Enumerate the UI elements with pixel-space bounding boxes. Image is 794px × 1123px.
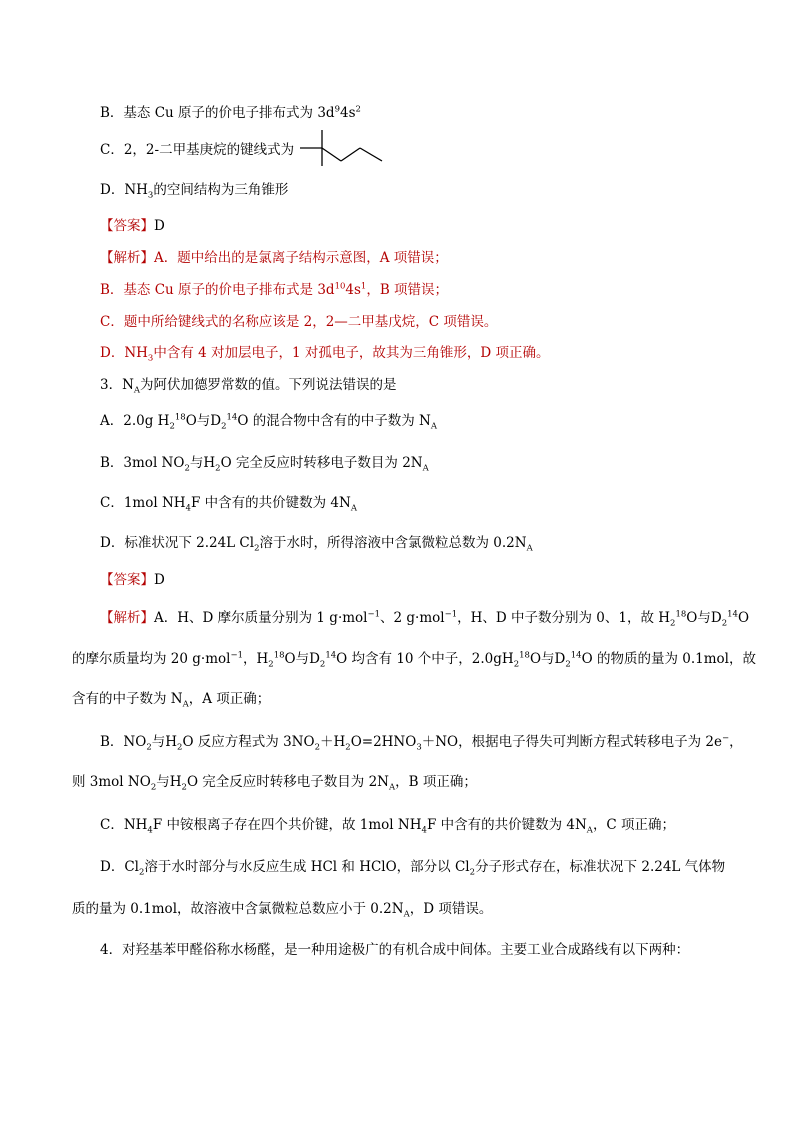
skeletal-formula-image xyxy=(296,128,386,168)
q3-stem: 3．$N_A$为阿伏加德罗常数的值。下列说法错误的是 xyxy=(100,377,397,396)
q3-analysis-d-line1: D．$Cl_2$溶于水时部分与水反应生成 HCl 和 HClO，部分以 $Cl_2$分子形式存在，标准状况下 2.24L 气体物 xyxy=(100,859,726,878)
q3-analysis-b-line2: 则 3mol $NO_2$与$H_2O$ 完全反应时转移电子数目为 $2N_A$，B 项正确； xyxy=(72,774,477,793)
q3-analysis-c: C．$NH_4F$ 中铵根离子存在四个共价键，故 1mol $NH_4F$ 中含有的共价键数为 $4N_A$，C 项正确； xyxy=(100,817,676,836)
q3-analysis-b-line1: B．$NO_2$与$H_2O$ 反应方程式为 $3NO_2+H_2O=2HNO_3+NO$，根据电子得失可判断方程式转移电子为 2e−， xyxy=(100,733,743,753)
q2-option-c: C．2，2-二甲基庚烷的键线式为 xyxy=(100,142,295,158)
q2-option-d: D．$NH_3$的空间结构为三角锥形 xyxy=(100,182,289,201)
q3-answer: 【答案】D xyxy=(100,572,165,588)
q3-option-c: C．1mol $NH_4F$ 中含有的共价键数为 $4N_A$ xyxy=(100,495,357,514)
q3-analysis-d-line2: 质的量为 0.1mol，故溶液中含氯微粒总数应小于 $0.2N_A$，D 项错误。 xyxy=(72,901,493,920)
q3-option-b: B．3mol $NO_2$与$H_2O$ 完全反应时转移电子数目为 $2N_A$ xyxy=(100,455,429,474)
q3-option-d: D．标准状况下 2.24L $Cl_2$溶于水时，所得溶液中含氯微粒总数为 $0.2N_A$ xyxy=(100,535,533,554)
q2-analysis-a: 【解析】A．题中给出的是氯离子结构示意图，A 项错误； xyxy=(100,250,448,266)
q2-answer: 【答案】D xyxy=(100,218,165,234)
q2-analysis-c: C．题中所给键线式的名称应该是 2，2—二甲基戊烷，C 项错误。 xyxy=(100,314,498,330)
q3-analysis-a-line2: 的摩尔质量均为 20 g·mol$^{-1}$，$H_2^{18}O$与$D_2^{14}O$ 均含有 10 个中子，$2.0gH_2^{18}O$与$D_2^{14}O$ 的物质的量为 0.1mol，故 xyxy=(72,650,756,670)
q2-analysis-b: B．基态 Cu 原子的价电子排布式是 $3d^{10}4s^1$，B 项错误； xyxy=(100,281,449,298)
q4-stem: 4．对羟基苯甲醛俗称水杨醛，是一种用途极广的有机合成中间体。主要工业合成路线有以下两种： xyxy=(100,942,690,958)
q2-option-b: B．基态 Cu 原子的价电子排布式为 $3d^94s^2$ xyxy=(100,104,361,121)
q3-analysis-a-line1: 【解析】A．H、D 摩尔质量分别为 1 g·mol$^{-1}$、2 g·mol$^{-1}$，H、D 中子数分别为 0、1，故 $H_2^{18}O$与$D_2^{14}O$ xyxy=(100,609,750,629)
q3-analysis-a-line3: 含有的中子数为 $N_A$，A 项正确； xyxy=(72,691,271,710)
q3-option-a: A．2.0g $H_2^{18}O$与$D_2^{14}O$ 的混合物中含有的中子数为 $N_A$ xyxy=(100,412,437,432)
q2-analysis-d: D．$NH_3$中含有 4 对加层电子，1 对孤电子，故其为三角锥形，D 项正确。 xyxy=(100,345,550,364)
